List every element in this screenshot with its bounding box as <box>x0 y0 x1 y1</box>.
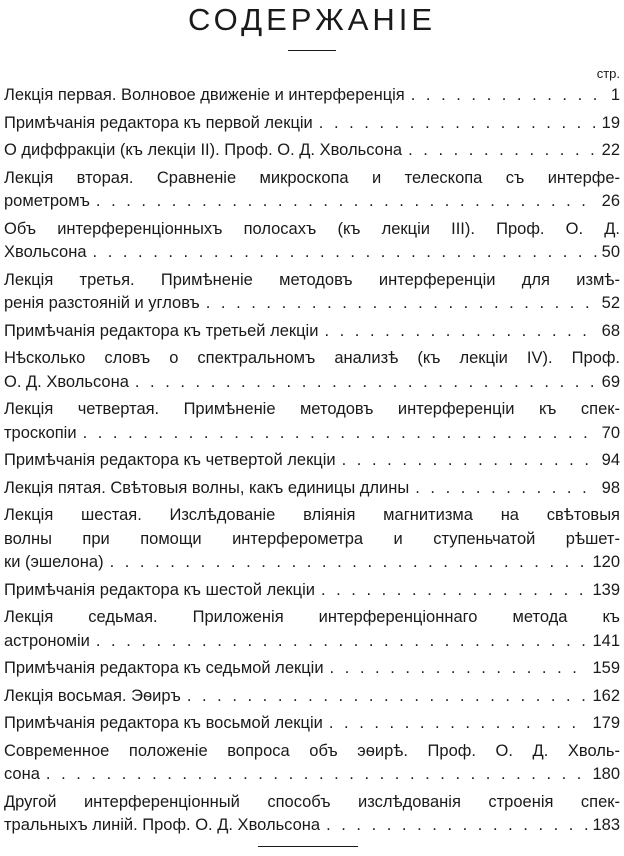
toc-entry-line: Лекція четвертая. Примѣненіе методовъ интерференціи къ спек- <box>4 400 620 418</box>
toc-entry[interactable] <box>4 504 620 575</box>
toc-entry[interactable] <box>4 606 620 653</box>
dot-leader <box>324 657 589 681</box>
dot-leader <box>336 449 598 473</box>
toc-entry-line: Лекція шестая. Изслѣдованіе вліянія магнитизма на свѣтовыя <box>4 506 620 524</box>
toc-entry-title: ки (эшелона) <box>4 553 104 571</box>
toc-entry-line: волны при помощи интерферометра и ступеньчатой рѣшет- <box>4 529 620 548</box>
toc-entry[interactable] <box>4 579 620 603</box>
toc-entry[interactable] <box>4 269 620 316</box>
toc-entry-page-number: 98 <box>601 478 620 497</box>
toc-entry-final-line <box>4 449 620 473</box>
dot-leader <box>318 320 597 344</box>
toc-entry[interactable] <box>4 320 620 344</box>
toc-entry-title: Примѣчанія редактора къ шестой лекціи <box>4 580 315 599</box>
dot-leader <box>405 84 607 108</box>
toc-entry-page-number: 180 <box>592 765 620 783</box>
dot-leader <box>323 712 589 736</box>
toc-entry-line: Нѣсколько словъ о спектральномъ анализѣ (къ лекціи IV). Проф. <box>4 349 620 367</box>
toc-entry-page-number: 26 <box>601 192 620 210</box>
toc-entry-title: Примѣчанія редактора къ третьей лекціи <box>4 321 319 340</box>
page-title: СОДЕРЖАНIЕ <box>187 2 437 37</box>
toc-entry-final-line <box>4 712 620 736</box>
toc-entry-title: Лекція первая. Волновое движеніе и интерференція <box>4 86 405 104</box>
toc-entry-title: Примѣчанія редактора къ четвертой лекціи <box>4 451 336 469</box>
toc-entry-title: Лекція пятая. Свѣтовыя волны, какъ единицы длины <box>4 478 410 497</box>
toc-entry-final-line <box>4 292 620 316</box>
toc-entry-page-number: 141 <box>592 631 620 650</box>
bottom-divider <box>258 846 358 847</box>
toc-entry-title: О. Д. Хвольсона <box>4 372 129 391</box>
toc-list <box>4 84 620 842</box>
toc-entry-line: Другой интерференціонный способъ изслѣдованія строенія спек- <box>4 792 620 811</box>
toc-entry[interactable] <box>4 167 620 214</box>
toc-entry-page-number: 1 <box>610 86 620 104</box>
toc-entry-final-line <box>4 814 620 838</box>
toc-entry-title: астрономіи <box>4 631 90 650</box>
toc-entry-title: тральныхъ линій. Проф. О. Д. Хвольсона <box>4 816 321 834</box>
toc-entry-title: рометромъ <box>4 192 90 210</box>
toc-entry[interactable] <box>4 791 620 838</box>
toc-entry-title: О диффракціи (къ лекціи II). Проф. О. Д. Хвольсона <box>4 141 403 159</box>
toc-entry-final-line <box>4 84 620 108</box>
toc-entry-line: Лекція седьмая. Приложенія интерференціоннаго метода къ <box>4 608 620 626</box>
toc-entry-final-line <box>4 685 620 709</box>
toc-entry-title: сона <box>4 765 40 783</box>
dot-leader <box>402 139 598 163</box>
toc-entry-final-line <box>4 477 620 501</box>
toc-entry[interactable] <box>4 449 620 473</box>
dot-leader <box>77 422 598 446</box>
toc-entry-final-line <box>4 551 620 575</box>
toc-entry-title: Хвольсона <box>4 243 87 261</box>
toc-entry-title: ренія разстояній и угловъ <box>4 294 200 312</box>
toc-entry-final-line <box>4 320 620 344</box>
title-divider <box>288 50 336 51</box>
toc-entry-final-line <box>4 579 620 603</box>
toc-entry-final-line <box>4 657 620 681</box>
toc-entry[interactable] <box>4 740 620 787</box>
toc-entry-title: Примѣчанія редактора къ первой лекціи <box>4 113 313 132</box>
toc-entry-final-line <box>4 139 620 163</box>
dot-leader <box>409 477 597 501</box>
toc-entry-page-number: 183 <box>592 816 620 834</box>
toc-entry[interactable] <box>4 347 620 394</box>
toc-entry[interactable] <box>4 139 620 163</box>
toc-entry-title: Примѣчанія редактора къ восьмой лекціи <box>4 714 323 732</box>
toc-entry[interactable] <box>4 218 620 265</box>
toc-entry-title: Примѣчанія редактора къ седьмой лекціи <box>4 659 324 677</box>
dot-leader <box>200 292 598 316</box>
dot-leader <box>129 371 598 395</box>
dot-leader <box>320 814 588 838</box>
toc-entry-line: Современное положеніе вопроса объ эѳирѣ. Проф. О. Д. Хволь- <box>4 741 620 760</box>
toc-entry-page-number: 70 <box>601 423 620 442</box>
toc-entry-final-line <box>4 112 620 136</box>
toc-entry-page-number: 94 <box>601 451 620 469</box>
toc-entry-page-number: 179 <box>592 714 620 732</box>
toc-entry[interactable] <box>4 84 620 108</box>
toc-entry[interactable] <box>4 398 620 445</box>
toc-entry-final-line <box>4 763 620 787</box>
toc-entry[interactable] <box>4 657 620 681</box>
toc-entry-page-number: 50 <box>601 243 620 261</box>
toc-entry[interactable] <box>4 112 620 136</box>
dot-leader <box>313 112 598 136</box>
toc-entry[interactable] <box>4 477 620 501</box>
toc-entry-page-number: 159 <box>592 659 620 677</box>
page-column-label: стр. <box>596 66 620 81</box>
dot-leader <box>40 763 589 787</box>
toc-entry[interactable] <box>4 712 620 736</box>
toc-entry-page-number: 120 <box>592 553 620 571</box>
toc-entry-final-line <box>4 371 620 395</box>
toc-entry-page-number: 69 <box>601 372 620 391</box>
toc-entry[interactable] <box>4 685 620 709</box>
toc-entry-page-number: 68 <box>601 321 620 340</box>
toc-entry-line: Объ интерференціонныхъ полосахъ (къ лекціи III). Проф. О. Д. <box>4 219 620 238</box>
toc-entry-final-line <box>4 630 620 654</box>
toc-entry-page-number: 19 <box>601 113 620 132</box>
toc-entry-line: Лекція вторая. Сравненіе микроскопа и телескопа съ интерфе- <box>4 168 620 187</box>
dot-leader <box>87 241 598 265</box>
dot-leader <box>181 685 589 709</box>
dot-leader <box>104 551 589 575</box>
toc-entry-page-number: 162 <box>592 686 620 705</box>
toc-entry-final-line <box>4 241 620 265</box>
dot-leader <box>315 579 589 603</box>
toc-entry-page-number: 139 <box>592 580 620 599</box>
dot-leader <box>90 630 589 654</box>
toc-entry-title: Лекція восьмая. Эѳиръ <box>4 686 181 705</box>
toc-entry-line: Лекція третья. Примѣненіе методовъ интерференціи для измѣ- <box>4 270 620 289</box>
dot-leader <box>90 190 598 214</box>
toc-entry-page-number: 22 <box>601 141 620 159</box>
toc-entry-page-number: 52 <box>601 294 620 312</box>
toc-entry-final-line <box>4 422 620 446</box>
toc-entry-final-line <box>4 190 620 214</box>
toc-entry-title: троскопіи <box>4 423 77 442</box>
